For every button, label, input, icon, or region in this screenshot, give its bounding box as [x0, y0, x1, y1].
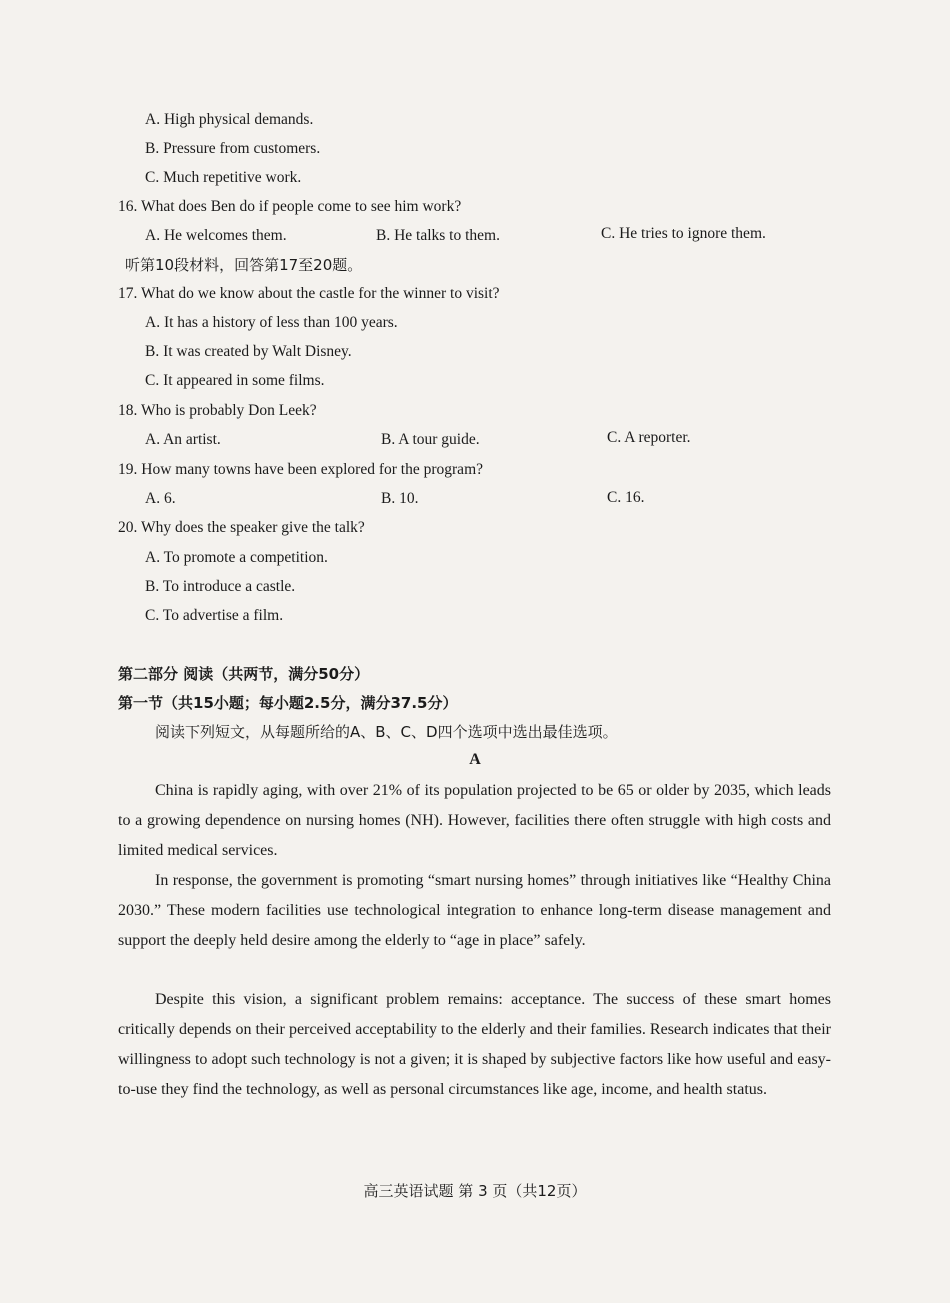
q19-option-a: A. 6.: [145, 490, 176, 507]
q18-option-b: B. A tour guide.: [381, 431, 480, 448]
q16-option-c: C. He tries to ignore them.: [601, 225, 766, 242]
q20-option-c: C. To advertise a film.: [145, 607, 284, 624]
q18-stem: 18. Who is probably Don Leek?: [118, 402, 317, 419]
q20-option-a: A. To promote a competition.: [145, 549, 328, 566]
q17-option-c: C. It appeared in some films.: [145, 372, 325, 389]
q18-option-c: C. A reporter.: [607, 429, 691, 446]
q17-option-b: B. It was created by Walt Disney.: [145, 343, 352, 360]
q20-stem: 20. Why does the speaker give the talk?: [118, 519, 365, 536]
q16-stem: 16. What does Ben do if people come to see him work?: [118, 198, 462, 215]
q18-option-a: A. An artist.: [145, 431, 221, 448]
q19-stem: 19. How many towns have been explored for the program?: [118, 461, 483, 478]
q16-option-a: A. He welcomes them.: [145, 227, 287, 244]
reading-instruction: 阅读下列短文，从每题所给的A、B、C、D四个选项中选出最佳选项。: [155, 723, 618, 741]
q20-option-b: B. To introduce a castle.: [145, 578, 296, 595]
q15-option-a: A. High physical demands.: [145, 111, 314, 128]
q15-option-b: B. Pressure from customers.: [145, 140, 321, 157]
q16-option-b: B. He talks to them.: [376, 227, 500, 244]
section-one-heading: 第一节（共15小题；每小题2.5分，满分37.5分）: [118, 694, 458, 712]
part-two-heading: 第二部分 阅读（共两节，满分50分）: [118, 665, 370, 683]
q17-stem: 17. What do we know about the castle for the winner to visit?: [118, 285, 500, 302]
passage-paragraph-3: Despite this vision, a significant problem remains: acceptance. The success of these smart homes critically depends on their perceived acceptability to the elderly and their families. Research indicates that their willingness to adopt such technology is not a given; it is shaped by subjective factors like how useful and easy-to-use they find the technology, as well as personal circumstances like age, income, and health status.: [118, 991, 831, 1098]
q15-option-c: C. Much repetitive work.: [145, 169, 302, 186]
passage-paragraph-2: In response, the government is promoting “smart nursing homes” through initiatives like “Healthy China 2030.” These modern facilities use technological integration to enhance long-term disease management and support the deeply held desire among the elderly to “age in place” safely.: [118, 872, 831, 949]
section-10-instruction: 听第10段材料，回答第17至20题。: [125, 256, 363, 274]
q17-option-a: A. It has a history of less than 100 years.: [145, 314, 398, 331]
q19-option-b: B. 10.: [381, 490, 419, 507]
q19-option-c: C. 16.: [607, 489, 645, 506]
passage-label: A: [469, 751, 481, 768]
passage-paragraph-1: China is rapidly aging, with over 21% of its population projected to be 65 or older by 2035, which leads to a growing dependence on nursing homes (NH). However, facilities there often struggle with high costs and limited medical services.: [118, 782, 831, 859]
page-footer: 高三英语试题 第 3 页（共12页）: [363, 1182, 587, 1200]
